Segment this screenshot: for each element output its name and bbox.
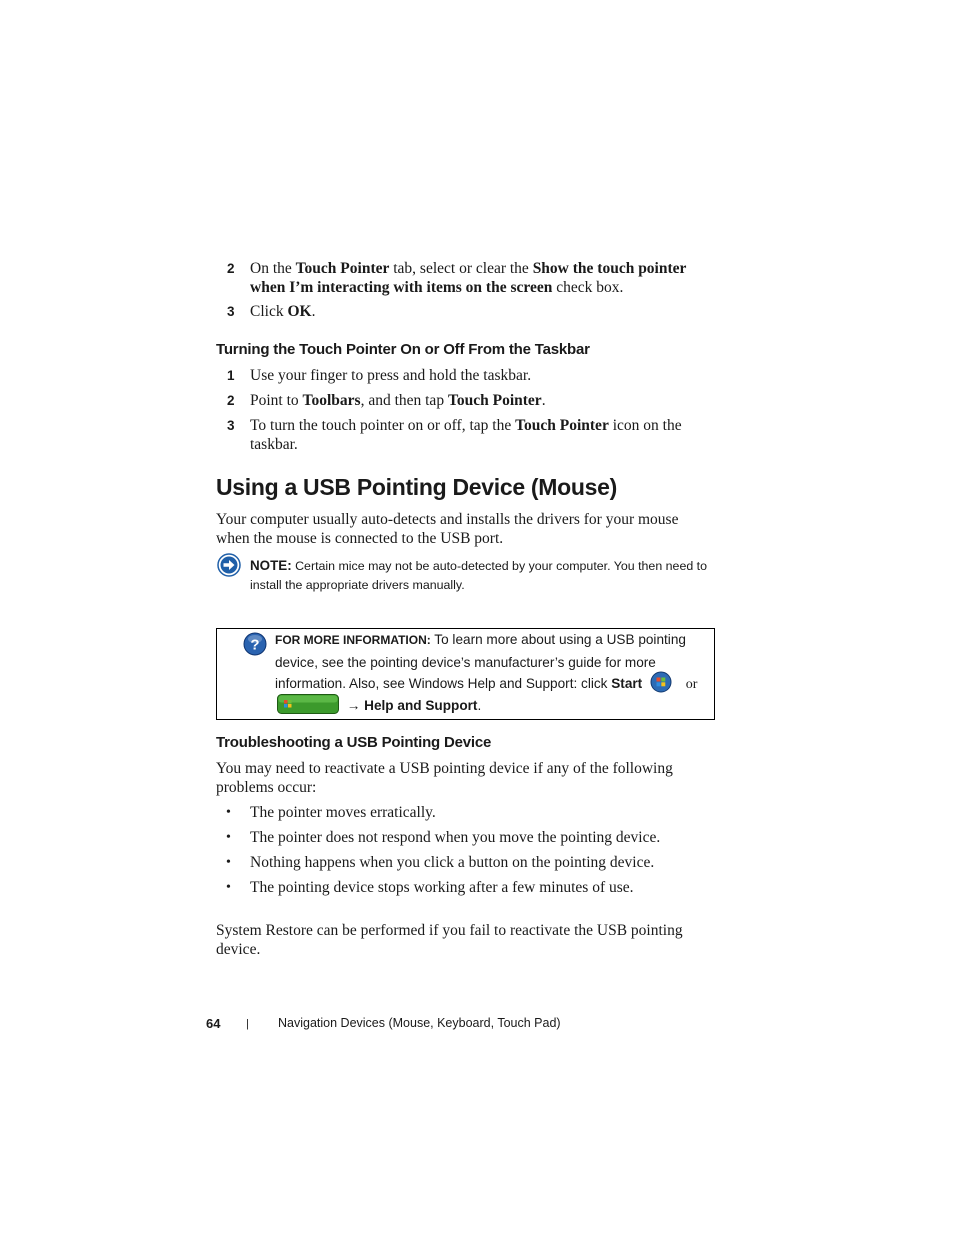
note-line: Certain mice may not be auto-detected by your computer. You then need to <box>291 559 708 573</box>
ui-term: OK <box>287 303 312 320</box>
step-text-part: taskbar. <box>250 436 298 453</box>
step-text-part: To turn the touch pointer on or off, tap the <box>250 417 516 434</box>
info-line: device, see the pointing device’s manufacturer’s guide for more <box>275 654 656 670</box>
step-text-part: , and then tap <box>360 392 448 409</box>
step-text <box>250 366 720 385</box>
page-number: 64 <box>206 1016 221 1031</box>
section-heading: Turning the Touch Pointer On or Off From the Taskbar <box>216 341 590 358</box>
svg-text:?: ? <box>250 636 260 654</box>
or-text: or <box>685 677 698 692</box>
footer-separator: | <box>246 1018 249 1030</box>
step-text-part: Click <box>250 303 288 320</box>
list-item: The pointer moves erratically. <box>250 804 436 821</box>
step-text-part: tab, select or clear the <box>389 260 533 277</box>
step-text <box>250 259 720 297</box>
step-text <box>250 391 720 410</box>
start-label: Start <box>611 676 643 691</box>
intro-paragraph <box>216 510 716 548</box>
period: . <box>477 697 482 713</box>
info-line: information. Also, see Windows Help and Support: click <box>275 676 612 691</box>
arrow-symbol: → <box>346 697 361 713</box>
help-question-icon <box>243 632 267 656</box>
bullet-symbol: • <box>226 805 231 820</box>
step-text-part: Point to <box>250 392 303 409</box>
list-item: Nothing happens when you click a button on the pointing device. <box>250 854 655 871</box>
info-line: To learn more about using a USB pointing <box>430 632 686 647</box>
note-line: install the appropriate drivers manually. <box>250 578 465 592</box>
closing-line: device. <box>216 941 261 958</box>
intro-line: when the mouse is connected to the USB port. <box>216 530 504 547</box>
ui-term: when I’m interacting with items on the screen <box>250 279 553 296</box>
step-number: 3 <box>227 418 235 433</box>
step-text-part: Use your finger to press and hold the taskbar. <box>250 367 532 384</box>
step-text <box>250 416 720 454</box>
note-arrow-icon <box>217 553 241 577</box>
step-text-part: . <box>541 392 546 409</box>
bullet-symbol: • <box>226 830 231 845</box>
bullet-symbol: • <box>226 880 231 895</box>
ui-term: Touch Pointer <box>295 260 390 277</box>
list-item: The pointer does not respond when you move the pointing device. <box>250 829 661 846</box>
list-item: The pointing device stops working after a few minutes of use. <box>250 879 634 896</box>
step-text-part: On the <box>250 260 296 277</box>
note-label: NOTE: <box>250 558 292 573</box>
intro-line: You may need to reactivate a USB pointing device if any of the following <box>216 760 673 777</box>
ui-term: Show the touch pointer <box>532 260 687 277</box>
step-number: 2 <box>227 261 235 276</box>
ui-term: Toolbars <box>302 392 361 409</box>
ui-term: Touch Pointer <box>515 417 609 434</box>
step-number: 2 <box>227 393 235 408</box>
closing-line: System Restore can be performed if you fail to reactivate the USB pointing <box>216 922 683 939</box>
page-title: Using a USB Pointing Device (Mouse) <box>216 474 617 500</box>
footer-title: Navigation Devices (Mouse, Keyboard, Touch Pad) <box>278 1016 561 1030</box>
step-number: 3 <box>227 304 235 319</box>
step-text <box>250 302 720 321</box>
intro-line: Your computer usually auto-detects and installs the drivers for your mouse <box>216 511 679 528</box>
section-heading: Troubleshooting a USB Pointing Device <box>216 734 492 751</box>
step-text-part: . <box>311 303 316 320</box>
info-text <box>275 629 707 716</box>
windows-start-orb-icon <box>650 671 672 693</box>
step-number: 1 <box>227 368 235 383</box>
closing-paragraph <box>216 921 716 959</box>
intro-line: problems occur: <box>216 779 317 796</box>
trouble-intro <box>216 759 716 797</box>
info-label: FOR MORE INFORMATION: <box>275 633 431 647</box>
bullet-symbol: • <box>226 855 231 870</box>
windows-start-button-icon <box>277 694 339 714</box>
step-text-part: check box. <box>552 279 624 296</box>
help-and-support-label: Help and Support <box>364 697 478 713</box>
note-text <box>250 556 720 595</box>
ui-term: Touch Pointer <box>447 392 542 409</box>
step-text-part: icon on the <box>608 417 682 434</box>
